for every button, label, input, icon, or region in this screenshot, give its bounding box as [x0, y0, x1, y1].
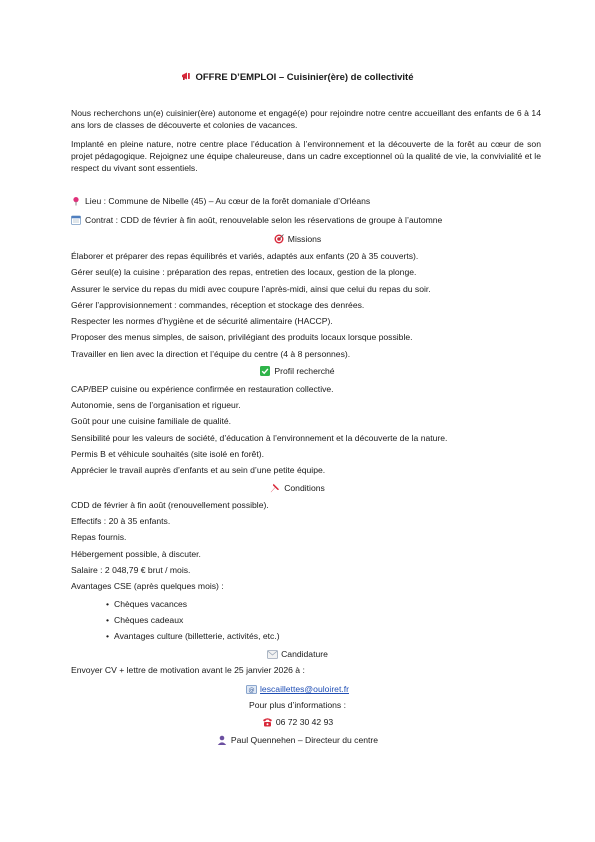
benefit-item: • Avantages culture (billetterie, activités, etc.) [106, 631, 280, 641]
contract-line [71, 214, 442, 226]
mission-item: Travailler en lien avec la direction et l’équipe du centre (4 à 8 personnes). [71, 349, 351, 359]
mission-item: Proposer des menus simples, de saison, privilégiant des produits locaux lorsque possible. [71, 332, 413, 342]
person-icon [217, 735, 227, 745]
profile-item: Sensibilité pour les valeurs de société, d’éducation à l’environnement et la découverte de la nature. [71, 433, 448, 443]
email-link[interactable]: lescaillettes@ouloiret.fr [260, 684, 349, 694]
pin-icon [71, 196, 81, 206]
profile-item: Goût pour une cuisine familiale de qualité. [71, 416, 232, 426]
profile-item: Apprécier le travail auprès d’enfants et au sein d’une petite équipe. [71, 465, 326, 475]
phone-number[interactable]: 06 72 30 42 93 [275, 717, 334, 727]
profile-item: CAP/BEP cuisine ou expérience confirmée en restauration collective. [71, 384, 334, 394]
condition-item: Salaire : 2 048,79 € brut / mois. [71, 565, 191, 575]
profile-item: Autonomie, sens de l’organisation et rigueur. [71, 400, 241, 410]
intro-paragraph-2: Implanté en pleine nature, notre centre place l’éducation à l’environnement et la découverte de la forêt au cœur de son projet pédagogique. Rejoignez une équipe chaleureuse, dans un cadre exceptionnel où la qualité de vie, la convivialité et le respect du vivant sont essentiels. [71, 139, 541, 173]
location-line [71, 195, 370, 207]
target-icon [274, 234, 284, 244]
application-heading-text: Candidature [281, 649, 328, 659]
missions-heading [0, 233, 595, 245]
telephone-icon [262, 717, 272, 727]
application-heading [0, 648, 595, 660]
condition-item: Effectifs : 20 à 35 enfants. [71, 516, 171, 526]
condition-item: CDD de février à fin août (renouvellement possible). [71, 500, 269, 510]
profile-heading [0, 365, 595, 377]
mission-item: Élaborer et préparer des repas équilibrés et variés, adaptés aux enfants (20 à 35 couverts). [71, 251, 419, 261]
condition-item: Avantages CSE (après quelques mois) : [71, 581, 224, 591]
offer-title-text: OFFRE D’EMPLOI – Cuisinier(ère) de collectivité [195, 72, 414, 83]
info-text: Pour plus d’informations : [249, 700, 346, 710]
profile-heading-text: Profil recherché [274, 366, 335, 376]
condition-item: Repas fournis. [71, 532, 127, 542]
offer-title [0, 71, 595, 85]
condition-item: Hébergement possible, à discuter. [71, 549, 201, 559]
mission-item: Assurer le service du repas du midi avec coupure l’après-midi, ainsi que celui du repas du soir. [71, 284, 431, 294]
contact-line [0, 734, 595, 746]
conditions-heading [0, 482, 595, 494]
contract-text: Contrat : CDD de février à fin août, renouvelable selon les réservations de groupe à l’automne [85, 215, 443, 225]
conditions-heading-text: Conditions [284, 483, 325, 493]
calendar-icon [71, 215, 81, 225]
email-line [0, 683, 595, 695]
contact-text: Paul Quennehen – Directeur du centre [230, 735, 379, 745]
benefit-item: • Chèques cadeaux [106, 615, 184, 625]
svg-text:@: @ [248, 686, 255, 694]
email-icon [246, 685, 256, 695]
mission-item: Respecter les normes d’hygiène et de sécurité alimentaire (HACCP). [71, 316, 333, 326]
intro-paragraph-1: Nous recherchons un(e) cuisinier(ère) autonome et engagé(e) pour rejoindre notre centre accueillant des enfants de 6 à 14 ans lors de classes de découverte et colonies de vacances. [71, 108, 541, 130]
location-text: Lieu : Commune de Nibelle (45) – Au cœur de la forêt domaniale d’Orléans [85, 196, 371, 206]
application-text: Envoyer CV + lettre de motivation avant le 25 janvier 2026 à : [71, 665, 305, 675]
megaphone-icon [181, 71, 191, 81]
benefit-item: • Chèques vacances [106, 599, 188, 609]
pushpin-icon [270, 483, 280, 493]
missions-heading-text: Missions [287, 234, 322, 244]
mission-item: Gérer l’approvisionnement : commandes, réception et stockage des denrées. [71, 300, 365, 310]
mission-item: Gérer seul(e) la cuisine : préparation des repas, entretien des locaux, gestion de la plonge. [71, 267, 417, 277]
envelope-icon [267, 650, 277, 660]
profile-item: Permis B et véhicule souhaités (site isolé en forêt). [71, 449, 264, 459]
phone-line [0, 716, 595, 728]
check-icon [260, 366, 270, 376]
